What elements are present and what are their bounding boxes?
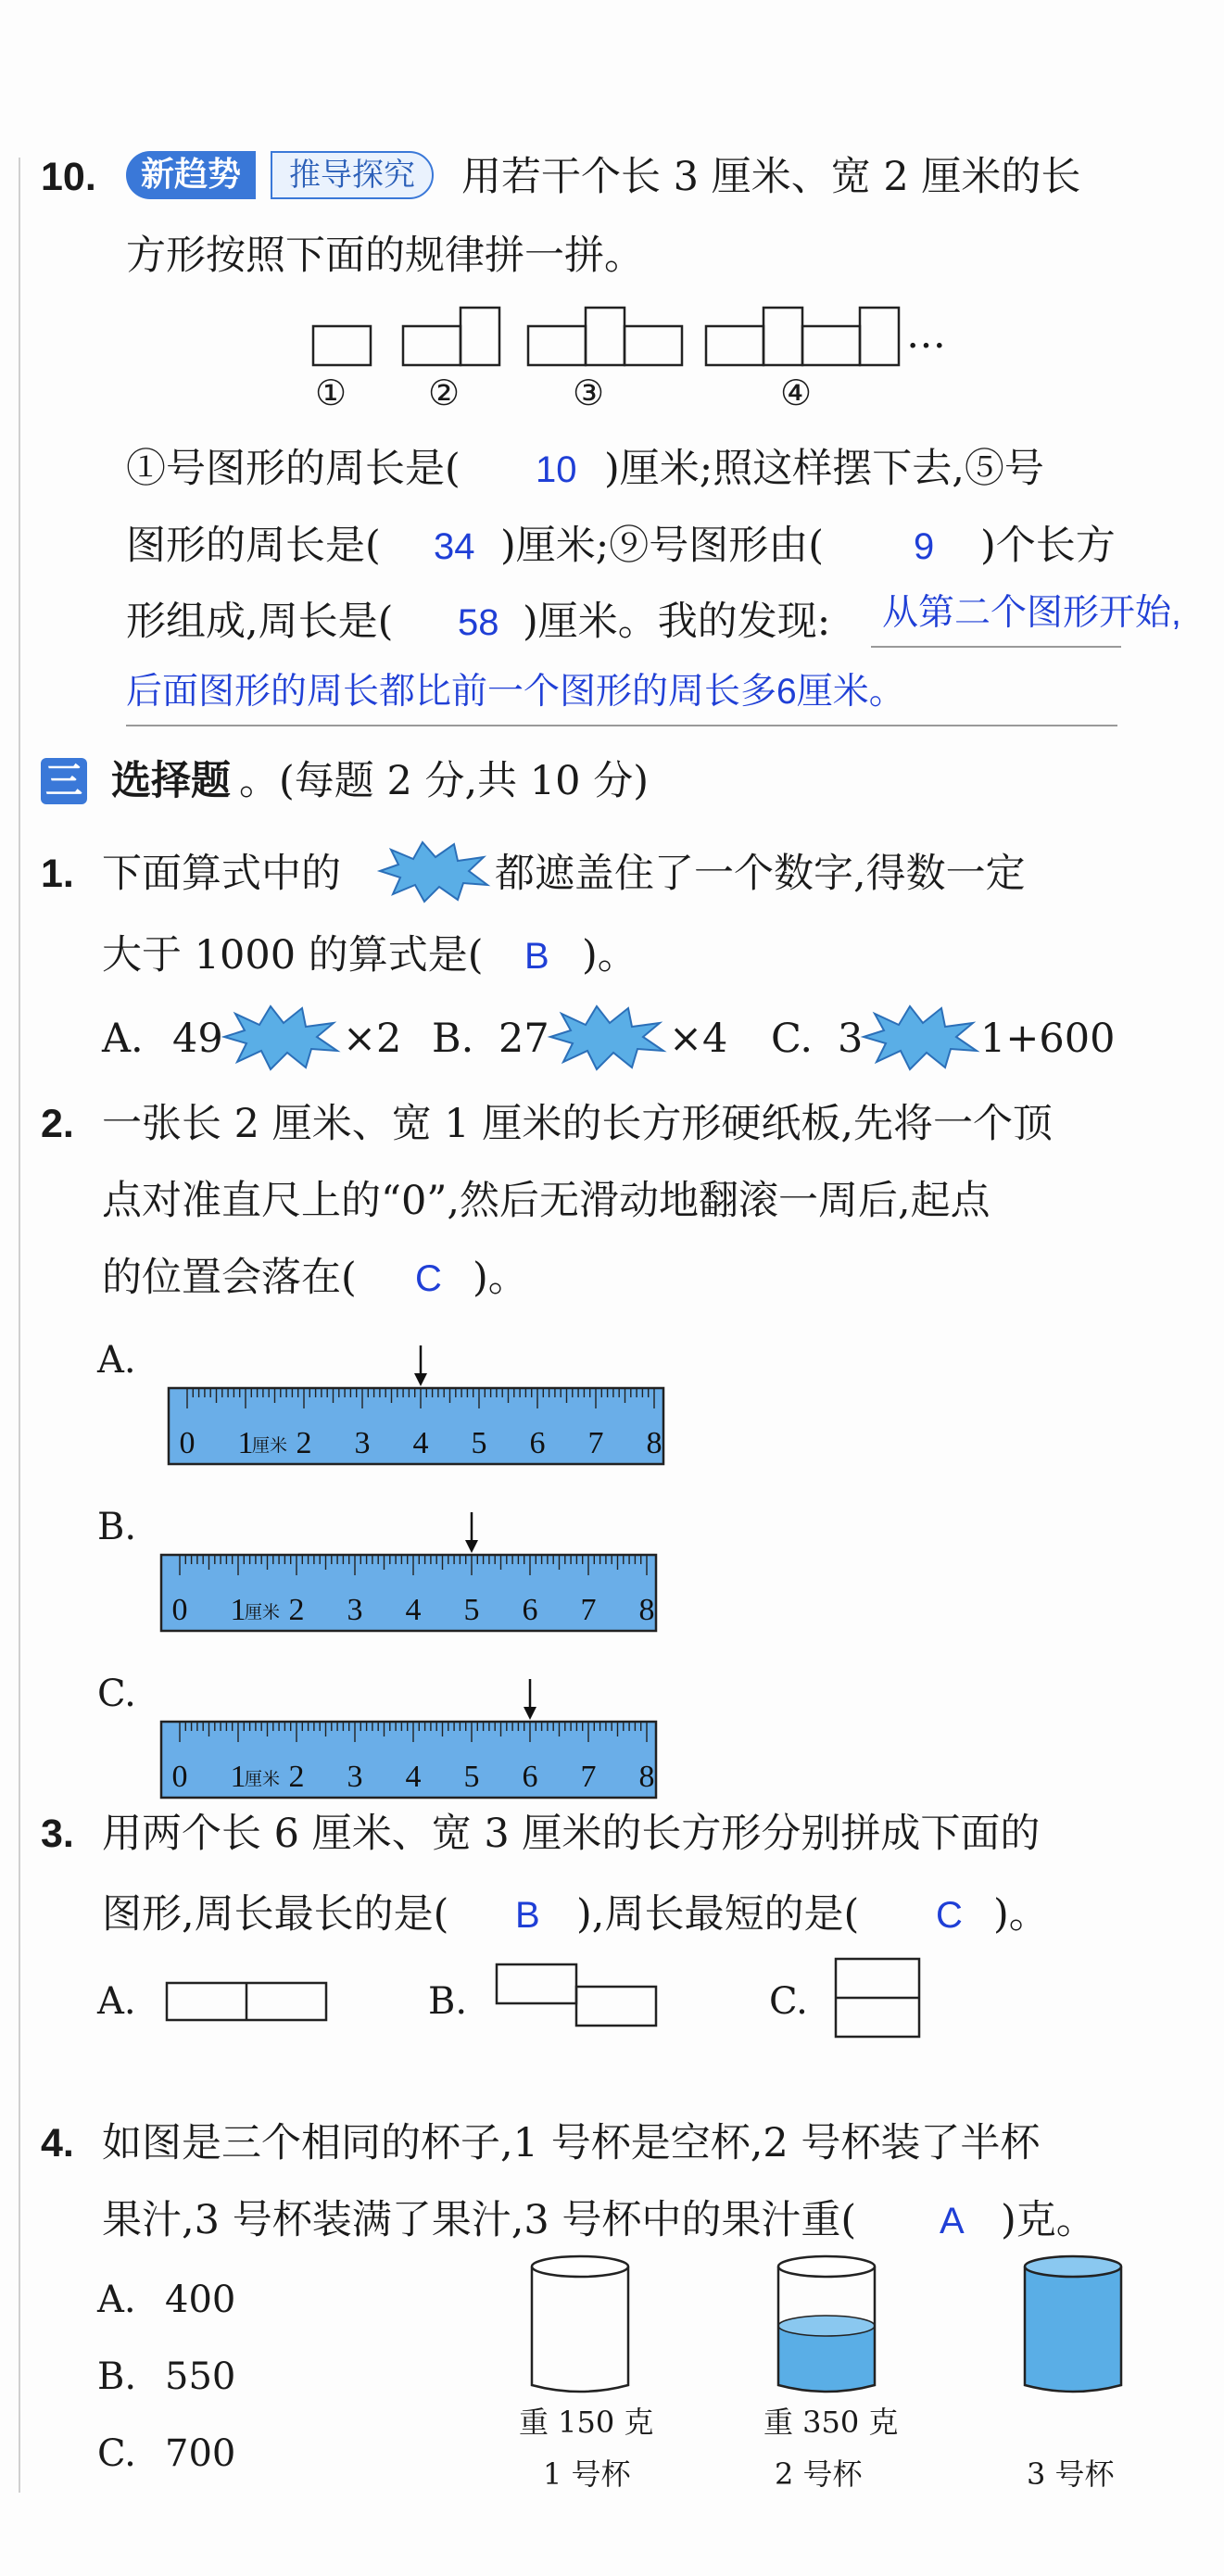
q10-text-line1: 用若干个长 3 厘米、宽 2 厘米的长 — [461, 154, 1081, 200]
section-note: 。(每题 2 分,共 10 分) — [239, 758, 649, 804]
tag-new-trend: 新趋势 — [126, 151, 256, 199]
ruler-number: 1 — [230, 1593, 246, 1627]
q10-line5-b: )厘米。我的发现: — [523, 599, 831, 645]
ruler-unit-label: 厘米 — [244, 1769, 281, 1789]
ruler-number: 3 — [347, 1593, 363, 1627]
figure-label-3: ③ — [573, 373, 605, 413]
q1-number: 1. — [41, 852, 74, 896]
section-title: 选择题 — [111, 758, 231, 804]
q4-answer: A — [940, 2201, 965, 2241]
q10-answer-count-9: 9 — [914, 526, 935, 567]
ruler-number: 8 — [638, 1593, 655, 1627]
q10-finding-line2: 后面图形的周长都比前一个图形的周长多6厘米。 — [126, 672, 905, 712]
shape-b — [495, 1963, 671, 2046]
star-cover-icon — [378, 839, 489, 903]
figure-1-rect — [313, 326, 371, 365]
ruler-number: 5 — [463, 1760, 480, 1794]
q10-line4-c: )个长方 — [980, 523, 1116, 569]
q4-option-a-value: 400 — [165, 2279, 236, 2321]
ruler-b — [159, 1510, 669, 1649]
q2-option-b-label: B. — [97, 1506, 137, 1548]
q10-line3-a: ①号图形的周长是( — [126, 446, 461, 492]
q3-answer-longest: B — [515, 1895, 540, 1936]
finding-underline-1 — [871, 646, 1121, 648]
ruler-number: 7 — [587, 1426, 604, 1460]
q1-option-c-pre: 3 — [838, 1016, 864, 1062]
q3-line2-c: )。 — [993, 1891, 1049, 1938]
ruler-number: 5 — [471, 1426, 487, 1460]
q1-option-a-label: A. — [102, 1016, 144, 1062]
q4-line2-b: )克。 — [1001, 2197, 1096, 2243]
q1-option-b-label: B. — [432, 1016, 474, 1062]
cup-2 — [775, 2254, 886, 2402]
q2-option-a-label: A. — [97, 1339, 136, 1382]
tag-derivation: 推导探究 — [271, 151, 434, 199]
arrow-head-icon — [414, 1373, 427, 1386]
ruler-number: 8 — [638, 1760, 655, 1794]
ruler-number: 4 — [405, 1760, 422, 1794]
q4-number: 4. — [41, 2121, 74, 2166]
q2-line1: 一张长 2 厘米、宽 1 厘米的长方形硬纸板,先将一个顶 — [102, 1101, 1054, 1147]
cup-1-name: 1 号杯 — [543, 2456, 631, 2492]
q10-answer-perimeter-9: 58 — [458, 602, 499, 643]
q1-option-a-pre: 49 — [172, 1016, 223, 1062]
q2-line2: 点对准直尺上的“0”,然后无滑动地翻滚一周后,起点 — [102, 1178, 991, 1224]
shape-c — [834, 1957, 927, 2050]
figure-4-rect-c — [802, 326, 860, 365]
shape-a — [165, 1981, 332, 2027]
ruler-unit-label: 厘米 — [244, 1602, 281, 1623]
finding-underline-2 — [126, 725, 1117, 726]
q10-line5-a: 形组成,周长是( — [126, 599, 394, 645]
ruler-number: 1 — [237, 1426, 254, 1460]
ruler-number: 2 — [288, 1593, 305, 1627]
arrow-head-icon — [524, 1707, 536, 1720]
q4-option-a-label: A. — [97, 2279, 136, 2321]
q10-answer-perimeter-5: 34 — [434, 526, 475, 567]
ruler-number: 6 — [522, 1593, 538, 1627]
q3-option-c-label: C. — [769, 1980, 808, 2023]
q3-line1: 用两个长 6 厘米、宽 3 厘米的长方形分别拼成下面的 — [102, 1811, 1041, 1857]
ruler-number: 3 — [347, 1760, 363, 1794]
q3-line2-b: ),周长最短的是( — [576, 1891, 860, 1938]
margin-line — [19, 158, 20, 2493]
q1-line1-a: 下面算式中的 — [102, 851, 341, 897]
q1-line2-a: 大于 1000 的算式是( — [102, 932, 484, 979]
section-icon: 三 — [41, 758, 87, 804]
figure-4-rect-b — [763, 308, 802, 365]
q10-answer-perimeter-1: 10 — [536, 449, 577, 490]
cup-1 — [528, 2254, 639, 2402]
ruler-number: 0 — [179, 1426, 196, 1460]
ruler-a — [167, 1344, 676, 1483]
figure-2-rect-b — [461, 308, 499, 365]
ruler-number: 4 — [412, 1426, 429, 1460]
q2-line3-a: 的位置会落在( — [102, 1255, 357, 1301]
q1-option-b-post: ×4 — [669, 1016, 728, 1062]
ruler-number: 6 — [529, 1426, 546, 1460]
q10-line4-b: )厘米;⑨号图形由( — [500, 523, 825, 569]
ruler-number: 7 — [580, 1593, 597, 1627]
cup-3-name: 3 号杯 — [1027, 2456, 1115, 2492]
q3-number: 3. — [41, 1812, 74, 1856]
ruler-number: 5 — [463, 1593, 480, 1627]
star-cover-icon — [549, 1003, 665, 1071]
cup-1-weight: 重 150 克 — [519, 2405, 654, 2440]
q1-line2-b: )。 — [582, 932, 637, 979]
ruler-c — [159, 1677, 669, 1816]
figure-3-rect-c — [625, 326, 682, 365]
figure-3-rect-b — [586, 308, 625, 365]
star-cover-icon — [222, 1003, 339, 1071]
q1-option-b-pre: 27 — [498, 1016, 549, 1062]
star-cover-icon — [862, 1003, 978, 1071]
q10-number: 10. — [41, 155, 96, 199]
q4-line2-a: 果汁,3 号杯装满了果汁,3 号杯中的果汁重( — [102, 2197, 857, 2243]
cup-3 — [1021, 2254, 1132, 2402]
q3-line2-a: 图形,周长最长的是( — [102, 1891, 449, 1938]
figure-ellipsis: … — [906, 311, 946, 358]
arrow-head-icon — [465, 1540, 478, 1553]
ruler-unit-label: 厘米 — [251, 1435, 288, 1456]
q3-answer-shortest: C — [936, 1895, 963, 1936]
q2-option-c-label: C. — [97, 1673, 136, 1715]
q1-option-a-post: ×2 — [343, 1016, 402, 1062]
ruler-number: 7 — [580, 1760, 597, 1794]
ruler-number: 0 — [171, 1760, 188, 1794]
q1-line1-b: 都遮盖住了一个数字,得数一定 — [495, 851, 1026, 897]
q3-option-b-label: B. — [428, 1980, 468, 2023]
figure-label-1: ① — [315, 373, 347, 413]
figure-2-rect-a — [403, 326, 461, 365]
q2-number: 2. — [41, 1102, 74, 1146]
q10-line4-a: 图形的周长是( — [126, 523, 381, 569]
q1-answer: B — [524, 936, 549, 977]
ruler-number: 1 — [230, 1760, 246, 1794]
q10-finding-line1: 从第二个图形开始, — [882, 593, 1181, 633]
ruler-number: 6 — [522, 1760, 538, 1794]
rectangle-pattern-figure — [306, 306, 954, 413]
ruler-number: 8 — [646, 1426, 662, 1460]
ruler-number: 4 — [405, 1593, 422, 1627]
q3-option-a-label: A. — [97, 1980, 136, 2023]
ruler-number: 3 — [354, 1426, 371, 1460]
q10-line3-b: )厘米;照这样摆下去,⑤号 — [604, 446, 1044, 492]
q2-line3-b: )。 — [473, 1255, 528, 1301]
q4-line1: 如图是三个相同的杯子,1 号杯是空杯,2 号杯装了半杯 — [102, 2120, 1041, 2166]
q1-option-c-label: C. — [771, 1016, 814, 1062]
q4-option-c-label: C. — [97, 2432, 136, 2475]
ruler-number: 2 — [288, 1760, 305, 1794]
q1-option-c-post: 1+600 — [980, 1016, 1116, 1062]
figure-label-2: ② — [428, 373, 461, 413]
figure-4-rect-d — [860, 308, 899, 365]
figure-3-rect-a — [528, 326, 586, 365]
figure-label-4: ④ — [780, 373, 813, 413]
q4-option-c-value: 700 — [165, 2432, 236, 2475]
q4-option-b-label: B. — [97, 2355, 137, 2398]
cup-2-weight: 重 350 克 — [763, 2405, 899, 2440]
ruler-number: 0 — [171, 1593, 188, 1627]
ruler-number: 2 — [296, 1426, 312, 1460]
q2-answer: C — [415, 1258, 442, 1299]
q4-option-b-value: 550 — [165, 2355, 236, 2398]
q10-text-line2: 方形按照下面的规律拼一拼。 — [126, 233, 644, 279]
cup-2-name: 2 号杯 — [775, 2456, 863, 2492]
figure-4-rect-a — [706, 326, 763, 365]
